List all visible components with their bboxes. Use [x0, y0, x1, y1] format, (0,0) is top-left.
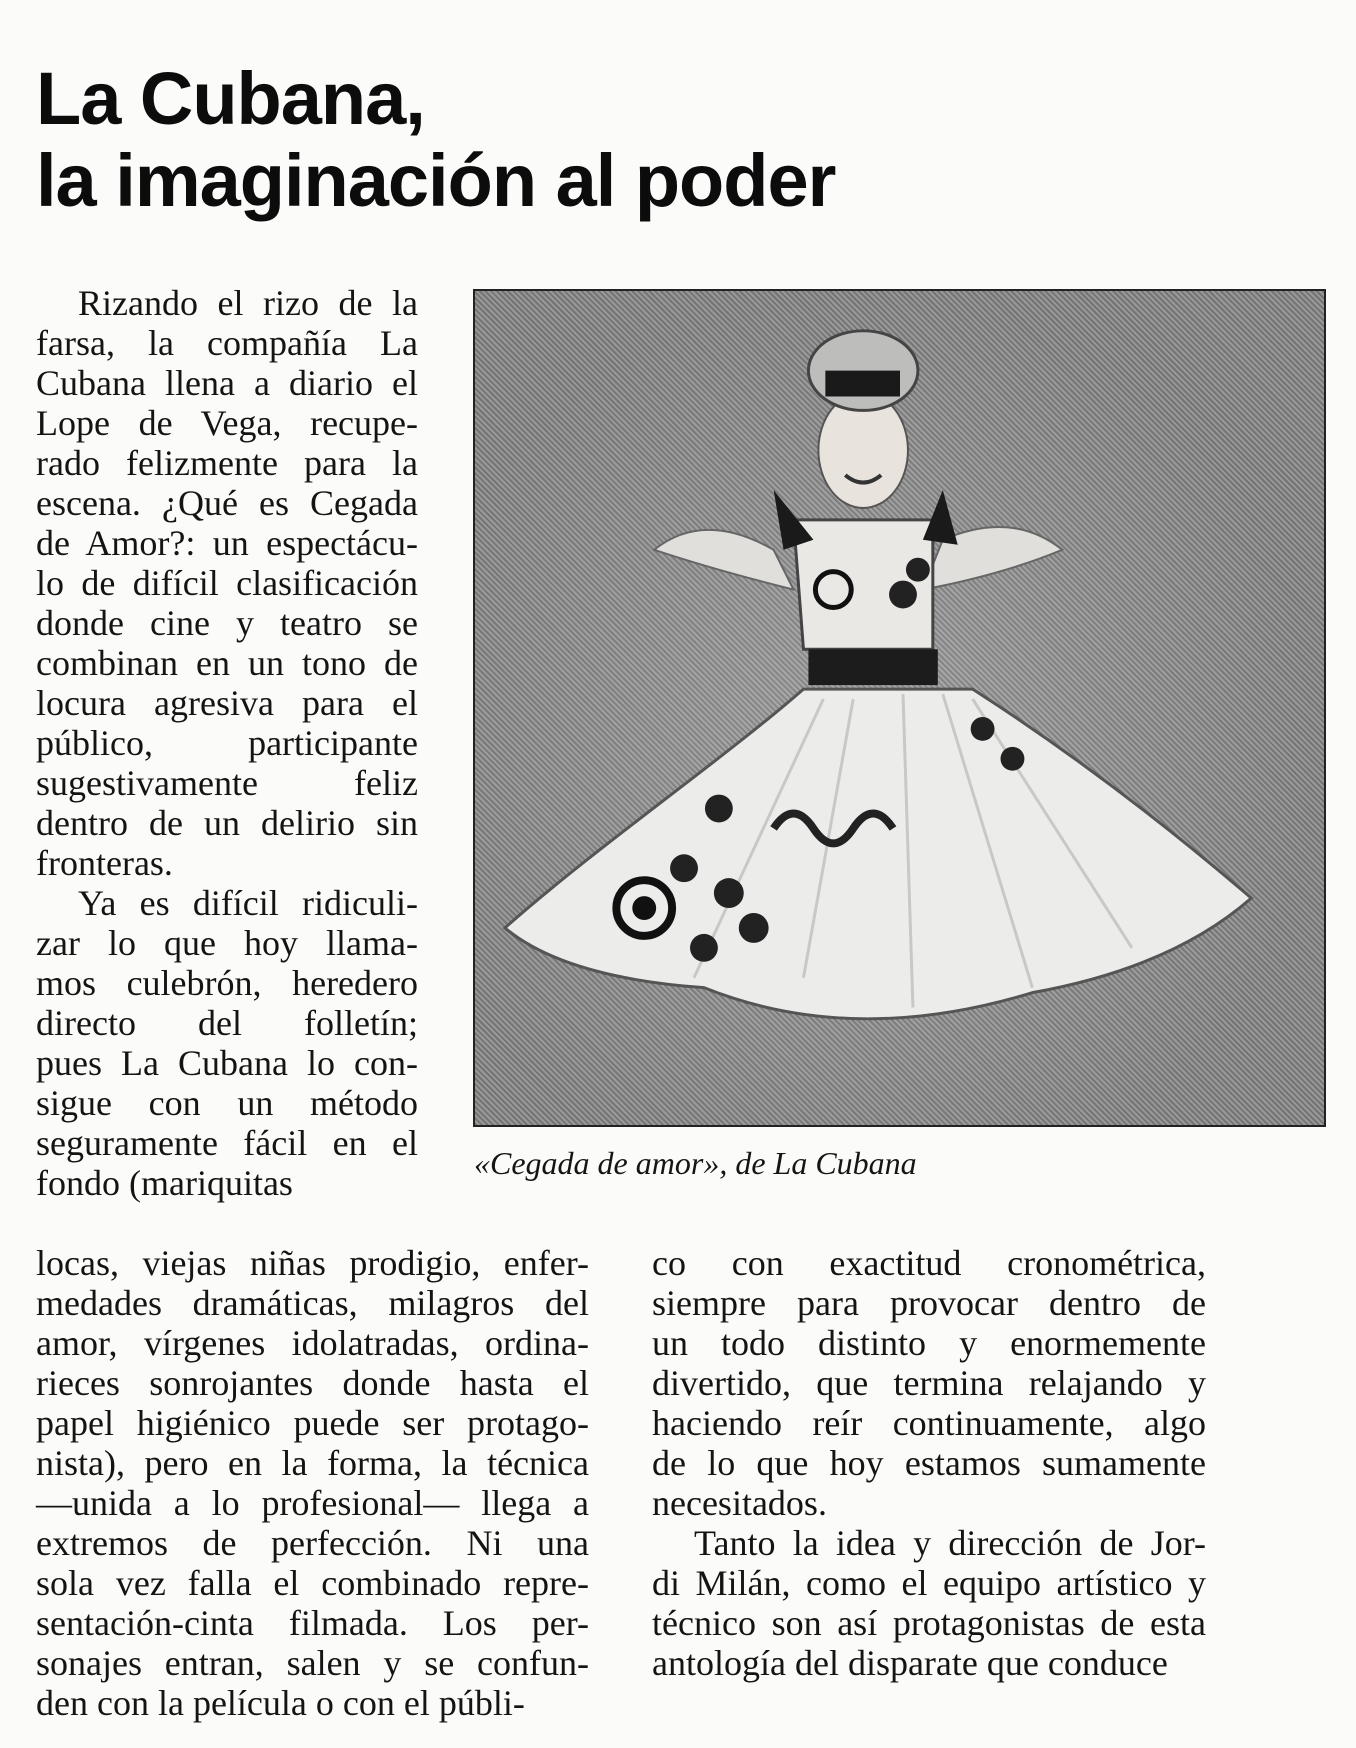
text-line: lo de difícil clasificación [36, 563, 418, 603]
text-line: escena. ¿Qué es Cegada [36, 483, 418, 523]
text-line: dentro de un delirio sin [36, 803, 418, 843]
text-line: mos culebrón, heredero [36, 963, 418, 1003]
text-line: fronteras. [36, 843, 173, 883]
text-line: Lope de Vega, recupe- [36, 403, 418, 443]
col3-paragraph-1 [652, 1243, 1206, 1523]
text-line: sentación-cinta filmada. Los per- [36, 1603, 589, 1643]
text-line: di Milán, como el equipo artístico y [652, 1563, 1206, 1603]
text-line: de lo que hoy estamos sumamente [652, 1443, 1206, 1483]
text-line: amor, vírgenes idolatradas, ordina- [36, 1323, 589, 1363]
text-line: sonajes entran, salen y se confun- [36, 1643, 589, 1683]
text-line: rado felizmente para la [36, 443, 418, 483]
text-line: Rizando el rizo de la [78, 283, 418, 323]
text-line: Tanto la idea y dirección de Jor- [694, 1523, 1206, 1563]
text-line: sola vez falla el combinado repre- [36, 1563, 589, 1603]
text-line: farsa, la compañía La [36, 323, 418, 363]
text-line: pues La Cubana lo con- [36, 1043, 418, 1083]
headline-line-2: la imaginación al poder [36, 139, 836, 222]
text-line: sugestivamente feliz [36, 763, 418, 803]
text-line: extremos de perfección. Ni una [36, 1523, 589, 1563]
text-line: un todo distinto y enormemente [652, 1323, 1206, 1363]
text-line: donde cine y teatro se [36, 603, 418, 643]
article-column-3 [652, 1243, 1206, 1683]
dancer-illustration [475, 291, 1324, 1125]
text-line: rieces sonrojantes donde hasta el [36, 1363, 589, 1403]
text-line: técnico son así protagonistas de esta [652, 1603, 1206, 1643]
text-line: siempre para provocar dentro de [652, 1283, 1206, 1323]
text-line: público, participante [36, 723, 418, 763]
photo-caption: «Cegada de amor», de La Cubana [474, 1145, 917, 1181]
col3-paragraph-2 [652, 1523, 1206, 1683]
text-line: papel higiénico puede ser protago- [36, 1403, 589, 1443]
article-column-2 [36, 1243, 589, 1723]
col1-paragraph-1 [36, 283, 418, 883]
text-line: fondo (mariquitas [36, 1163, 293, 1203]
text-line: sigue con un método [36, 1083, 418, 1123]
article-column-1 [36, 283, 418, 1203]
text-line: necesitados. [652, 1483, 827, 1523]
text-line: den con la película o con el públi- [36, 1683, 525, 1723]
text-line: combinan en un tono de [36, 643, 418, 683]
text-line: de Amor?: un espectácu- [36, 523, 418, 563]
headline [36, 58, 835, 222]
col1-paragraph-2 [36, 883, 418, 1203]
text-line: antología del disparate que conduce [652, 1643, 1168, 1683]
text-line: co con exactitud cronométrica, [652, 1243, 1206, 1283]
text-line: locas, viejas niñas prodigio, enfer- [36, 1243, 589, 1283]
text-line: Cubana llena a diario el [36, 363, 418, 403]
text-line: medades dramáticas, milagros del [36, 1283, 589, 1323]
text-line: divertido, que termina relajando y [652, 1363, 1206, 1403]
text-line: seguramente fácil en el [36, 1123, 418, 1163]
headline-line-1: La Cubana, [36, 57, 425, 140]
col2-paragraph [36, 1243, 589, 1723]
text-line: directo del folletín; [36, 1003, 418, 1043]
text-line: nista), pero en la forma, la técnica [36, 1443, 589, 1483]
text-line: Ya es difícil ridiculi- [78, 883, 418, 923]
text-line: zar lo que hoy llama- [36, 923, 418, 963]
text-line: —unida a lo profesional— llega a [36, 1483, 589, 1523]
photo-dancer [473, 289, 1326, 1127]
text-line: locura agresiva para el [36, 683, 418, 723]
text-line: haciendo reír continuamente, algo [652, 1403, 1206, 1443]
